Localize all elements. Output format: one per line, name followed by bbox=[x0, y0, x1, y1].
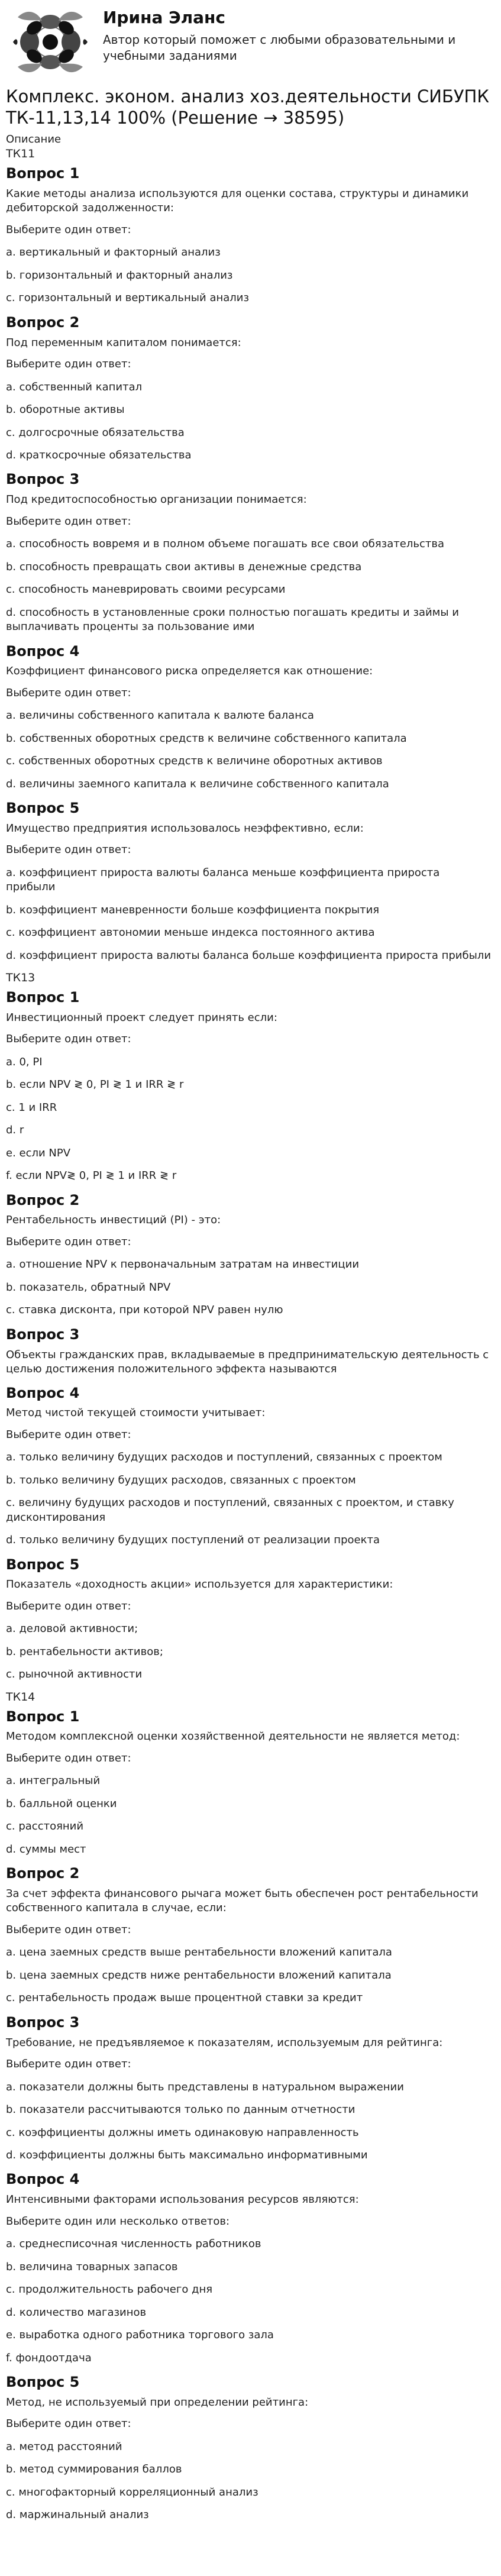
answer-option: b. горизонтальный и факторный анализ bbox=[6, 269, 233, 282]
answer-option: c. способность маневрировать своими ресурсами bbox=[6, 583, 286, 596]
answer-option: b. метод суммирования баллов bbox=[6, 2463, 182, 2476]
question-title: Вопрос 1 bbox=[6, 165, 80, 182]
answer-option: d. суммы мест bbox=[6, 1843, 86, 1856]
author-info bbox=[103, 7, 495, 63]
answer-option: b. балльной оценки bbox=[6, 1797, 117, 1810]
answer-prompt: Выберите один ответ: bbox=[6, 2417, 131, 2430]
question-text: Инвестиционный проект следует принять если: bbox=[6, 1011, 277, 1024]
answer-option: a. показатели должны быть представлены в натуральном выражении bbox=[6, 2080, 404, 2093]
answer-option: a. метод расстояний bbox=[6, 2440, 122, 2453]
answer-option: d. r bbox=[6, 1124, 24, 1137]
question-block bbox=[6, 165, 495, 306]
question-text: Под переменным капиталом понимается: bbox=[6, 336, 241, 349]
answer-prompt: Выберите один ответ: bbox=[6, 358, 131, 371]
question-block bbox=[6, 2171, 495, 2365]
question-title: Вопрос 2 bbox=[6, 1865, 80, 1882]
question-block bbox=[6, 1865, 495, 2006]
floral-ornament-icon bbox=[6, 7, 95, 77]
answer-option: c. расстояний bbox=[6, 1820, 84, 1833]
question-text: Коэффициент финансового риска определяется как отношение: bbox=[6, 665, 373, 678]
answer-option: a. среднесписочная численность работников bbox=[6, 2238, 261, 2251]
answer-option: e. выработка одного работника торгового зала bbox=[6, 2329, 274, 2342]
question-title: Вопрос 3 bbox=[6, 471, 80, 488]
answer-option: a. вертикальный и факторный анализ bbox=[6, 246, 221, 259]
question-block bbox=[6, 2014, 495, 2163]
answer-option: e. если NPV bbox=[6, 1146, 71, 1159]
question-text: Метод чистой текущей стоимости учитывает: bbox=[6, 1407, 266, 1420]
question-title: Вопрос 4 bbox=[6, 642, 80, 660]
question-block bbox=[6, 471, 495, 634]
answer-option: d. маржинальный анализ bbox=[6, 2509, 149, 2522]
answer-prompt: Выберите один ответ: bbox=[6, 2058, 131, 2071]
answer-option: c. собственных оборотных средств к величине оборотных активов bbox=[6, 755, 383, 768]
answer-option: b. показатели рассчитываются только по данным отчетности bbox=[6, 2103, 355, 2116]
question-text: За счет эффекта финансового рычага может быть обеспечен рост рентабельности собственного капитала в случае, если: bbox=[6, 1887, 479, 1915]
section-label-тк11: ТК11 bbox=[6, 147, 35, 161]
question-title: Вопрос 3 bbox=[6, 2013, 80, 2031]
author-description: Автор который поможет с любыми образовательными и учебными заданиями bbox=[103, 33, 456, 63]
question-text: Требование, не предъявляемое к показателям, используемым для рейтинга: bbox=[6, 2036, 443, 2049]
answer-option: b. показатель, обратный NPV bbox=[6, 1281, 171, 1294]
answer-option: d. коэффициенты должны быть максимально информативными bbox=[6, 2149, 368, 2162]
question-block bbox=[6, 989, 495, 1184]
answer-option: b. цена заемных средств ниже рентабельности вложений капитала bbox=[6, 1969, 392, 1982]
answer-option: d. способность в установленные сроки полностью погашать кредиты и займы и выплачивать проценты за пользование ими bbox=[6, 606, 459, 634]
question-title: Вопрос 1 bbox=[6, 1708, 80, 1725]
answer-option: a. цена заемных средств выше рентабельности вложений капитала bbox=[6, 1946, 392, 1959]
description-label: Описание bbox=[6, 132, 62, 146]
answer-option: c. ставка дисконта, при которой NPV равен нулю bbox=[6, 1304, 283, 1317]
answer-option: b. оборотные активы bbox=[6, 403, 125, 416]
question-block bbox=[6, 1192, 495, 1318]
answer-prompt: Выберите один ответ: bbox=[6, 223, 131, 236]
question-title: Вопрос 1 bbox=[6, 989, 80, 1006]
question-text: Метод, не используемый при определении рейтинга: bbox=[6, 2396, 309, 2409]
answer-option: f. если NPV≷ 0, PI ≷ 1 и IRR ≷ r bbox=[6, 1169, 177, 1182]
answer-option: c. рыночной активности bbox=[6, 1668, 143, 1681]
answer-option: a. собственный капитал bbox=[6, 380, 143, 393]
answer-option: b. собственных оборотных средств к величине собственного капитала bbox=[6, 732, 407, 745]
answer-prompt: Выберите один ответ: bbox=[6, 1923, 131, 1936]
answer-option: d. коэффициент прироста валюты баланса больше коэффициента прироста прибыли bbox=[6, 949, 492, 962]
answer-option: c. величину будущих расходов и поступлений, связанных с проектом, и ставку дисконтирования bbox=[6, 1497, 454, 1524]
answer-prompt: Выберите один ответ: bbox=[6, 1428, 131, 1441]
answer-option: a. величины собственного капитала к валюте баланса bbox=[6, 709, 314, 722]
answer-option: d. величины заемного капитала к величине собственного капитала bbox=[6, 777, 389, 790]
answer-option: b. коэффициент маневренности больше коэффициента покрытия bbox=[6, 903, 380, 916]
answer-option: c. коэффициент автономии меньше индекса постоянного актива bbox=[6, 926, 375, 939]
question-title: Вопрос 2 bbox=[6, 1191, 80, 1208]
answer-prompt: Выберите один ответ: bbox=[6, 1033, 131, 1046]
question-text: Методом комплексной оценки хозяйственной деятельности не является метод: bbox=[6, 1730, 460, 1743]
question-title: Вопрос 3 bbox=[6, 1326, 80, 1343]
product-title: Комплекс. эконом. анализ хоз.деятельности СИБУПК ТК-11,13,14 100% (Решение → 38595) bbox=[6, 86, 489, 128]
question-block bbox=[6, 1385, 495, 1548]
answer-prompt: Выберите один ответ: bbox=[6, 843, 131, 856]
answer-prompt: Выберите один ответ: bbox=[6, 1751, 131, 1764]
question-text: Объекты гражданских прав, вкладываемые в предпринимательскую деятельность с целью достижения положительного эффекта называются bbox=[6, 1348, 489, 1376]
question-title: Вопрос 5 bbox=[6, 2374, 80, 2391]
question-block bbox=[6, 800, 495, 963]
section-label-тк14: ТК14 bbox=[6, 1690, 35, 1704]
answer-option: a. только величину будущих расходов и поступлений, связанных с проектом bbox=[6, 1451, 442, 1464]
question-text: Рентабельность инвестиций (PI) - это: bbox=[6, 1214, 221, 1227]
answer-prompt: Выберите один ответ: bbox=[6, 1235, 131, 1248]
answer-option: f. фондоотдача bbox=[6, 2351, 92, 2364]
answer-option: c. горизонтальный и вертикальный анализ bbox=[6, 292, 250, 305]
question-block bbox=[6, 1708, 495, 1857]
question-block bbox=[6, 1326, 495, 1377]
answer-option: c. многофакторный корреляционный анализ bbox=[6, 2485, 258, 2499]
test-content bbox=[6, 147, 495, 2522]
question-block bbox=[6, 643, 495, 792]
answer-prompt: Выберите один или несколько ответов: bbox=[6, 2215, 230, 2228]
question-text: Показатель «доходность акции» используется для характеристики: bbox=[6, 1578, 393, 1591]
answer-option: b. если NPV ≷ 0, PI ≷ 1 и IRR ≷ r bbox=[6, 1078, 184, 1091]
answer-option: a. коэффициент прироста валюты баланса меньше коэффициента прироста прибыли bbox=[6, 866, 440, 894]
question-title: Вопрос 5 bbox=[6, 1556, 80, 1573]
answer-prompt: Выберите один ответ: bbox=[6, 515, 131, 528]
answer-option: c. рентабельность продаж выше процентной ставки за кредит bbox=[6, 1992, 363, 2005]
answer-option: b. рентабельности активов; bbox=[6, 1645, 163, 1658]
answer-option: b. способность превращать свои активы в денежные средства bbox=[6, 560, 362, 573]
question-title: Вопрос 5 bbox=[6, 800, 80, 817]
answer-option: d. только величину будущих поступлений от реализации проекта bbox=[6, 1534, 380, 1547]
author-name[interactable]: Ирина Эланс bbox=[103, 8, 225, 27]
answer-option: a. интегральный bbox=[6, 1775, 101, 1788]
question-block bbox=[6, 1556, 495, 1682]
answer-prompt: Выберите один ответ: bbox=[6, 1599, 131, 1612]
question-text: Под кредитоспособностью организации понимается: bbox=[6, 493, 307, 506]
question-text: Интенсивными факторами использования ресурсов являются: bbox=[6, 2193, 359, 2206]
answer-option: b. только величину будущих расходов, связанных с проектом bbox=[6, 1473, 356, 1486]
answer-option: c. коэффициенты должны иметь одинаковую направленность bbox=[6, 2126, 359, 2139]
answer-option: a. способность вовремя и в полном объеме погашать все свои обязательства bbox=[6, 538, 444, 551]
answer-option: c. 1 и IRR bbox=[6, 1101, 57, 1114]
answer-option: a. отношение NPV к первоначальным затратам на инвестиции bbox=[6, 1258, 360, 1271]
answer-option: a. 0, PI bbox=[6, 1055, 43, 1068]
section-label-тк13: ТК13 bbox=[6, 971, 35, 985]
answer-option: d. краткосрочные обязательства bbox=[6, 448, 192, 461]
question-text: Какие методы анализа используются для оценки состава, структуры и динамики дебиторской задолженности: bbox=[6, 187, 469, 215]
answer-option: c. долгосрочные обязательства bbox=[6, 426, 185, 439]
answer-option: a. деловой активности; bbox=[6, 1622, 138, 1636]
question-title: Вопрос 4 bbox=[6, 1384, 80, 1401]
question-text: Имущество предприятия использовалось неэффективно, если: bbox=[6, 822, 364, 835]
question-title: Вопрос 4 bbox=[6, 2171, 80, 2188]
question-block bbox=[6, 2374, 495, 2523]
answer-option: c. продолжительность рабочего дня bbox=[6, 2283, 213, 2296]
author-card bbox=[6, 7, 495, 77]
answer-prompt: Выберите один ответ: bbox=[6, 686, 131, 699]
question-title: Вопрос 2 bbox=[6, 313, 80, 331]
question-block bbox=[6, 314, 495, 463]
answer-option: b. величина товарных запасов bbox=[6, 2260, 178, 2273]
answer-option: d. количество магазинов bbox=[6, 2306, 147, 2319]
